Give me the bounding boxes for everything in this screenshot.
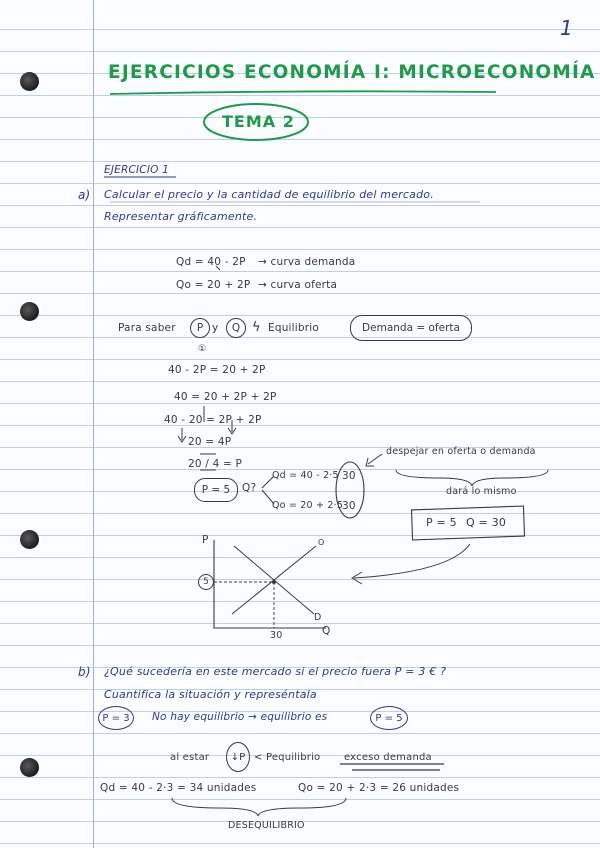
demand-equation: Qd = 40 - 2P (176, 256, 246, 268)
result-price: P = 5 (426, 516, 457, 529)
graph-q-axis-label: Q (322, 625, 331, 637)
supply-curve-note: → curva oferta (258, 279, 338, 291)
step-2: 40 = 20 + 2P + 2P (174, 391, 277, 403)
side-note-2: dará lo mismo (446, 486, 517, 497)
equilibrium-and: y (212, 322, 219, 334)
part-b-line1: ¿Qué sucedería en este mercado si el precio fuera P = 3 € ? (104, 665, 447, 678)
demand-curve-note: → curva demanda (258, 256, 356, 268)
side-note-1: despejar en oferta o demanda (386, 446, 536, 457)
qo-substitution: Qo = 20 + 2·5 (272, 500, 344, 511)
page-subtitle: TEMA 2 (222, 112, 295, 131)
equilibrium-intro: Para saber (118, 322, 176, 334)
qd-value: 30 (342, 470, 356, 482)
page-title: EJERCICIOS ECONOMÍA I: MICROECONOMÍA (108, 62, 596, 83)
imbalance-label: DESEQUILIBRIO (228, 820, 305, 831)
qo-value: 30 (342, 500, 356, 512)
price-3-circle: P = 3 (98, 706, 134, 730)
part-a-line2: Representar gráficamente. (104, 210, 258, 223)
step-1: 40 - 2P = 20 + 2P (168, 364, 266, 376)
qd-substitution: Qd = 40 - 2·5 (272, 470, 339, 481)
excess-demand-text: exceso demanda (344, 752, 432, 763)
quantity-question: Q? (242, 482, 257, 494)
step-marker: ① (198, 344, 207, 354)
price-result: P = 5 (194, 478, 238, 502)
equilibrium-word: Equilibrio (268, 322, 320, 334)
step-5: 20 / 4 = P (188, 458, 243, 470)
step-3: 40 - 20 = 2P + 2P (164, 414, 262, 426)
graph-price-tick: 5 (198, 574, 214, 590)
exercise-label: EJERCICIO 1 (104, 164, 170, 176)
graph-p-axis-label: P (202, 534, 209, 546)
graph-supply-label: O (318, 538, 325, 547)
price-down-circle: ↓P (226, 742, 250, 772)
part-b-line2: Cuantifica la situación y represéntala (104, 688, 317, 701)
part-a-marker: a) (78, 188, 91, 202)
part-a-line1: Calcular el precio y la cantidad de equilibrio del mercado. (104, 188, 434, 201)
step-4: 20 = 4P (188, 436, 232, 448)
price-5-circle: P = 5 (370, 706, 408, 730)
result-quantity: Q = 30 (466, 516, 507, 529)
lightning-icon: ϟ (252, 320, 261, 335)
no-equilibrium-text: No hay equilibrio → equilibrio es (152, 711, 328, 723)
qo-at-3: Qo = 20 + 2·3 = 26 unidades (298, 782, 460, 794)
part-b-marker: b) (78, 665, 91, 679)
q-circle: Q (226, 318, 246, 338)
supply-equation: Qo = 20 + 2P (176, 279, 251, 291)
supply-demand-graph (214, 540, 326, 628)
equilibrium-condition: Demanda = oferta (350, 315, 472, 341)
below-equilibrium-text: < Pequilibrio (254, 752, 321, 763)
qd-at-3: Qd = 40 - 2·3 = 34 unidades (100, 782, 257, 794)
p-circle: P (190, 318, 210, 338)
al-estar-text: al estar (170, 752, 210, 763)
graph-q-tick: 30 (270, 630, 283, 641)
graph-demand-label: D (314, 612, 322, 623)
page-number: 1 (560, 16, 573, 40)
